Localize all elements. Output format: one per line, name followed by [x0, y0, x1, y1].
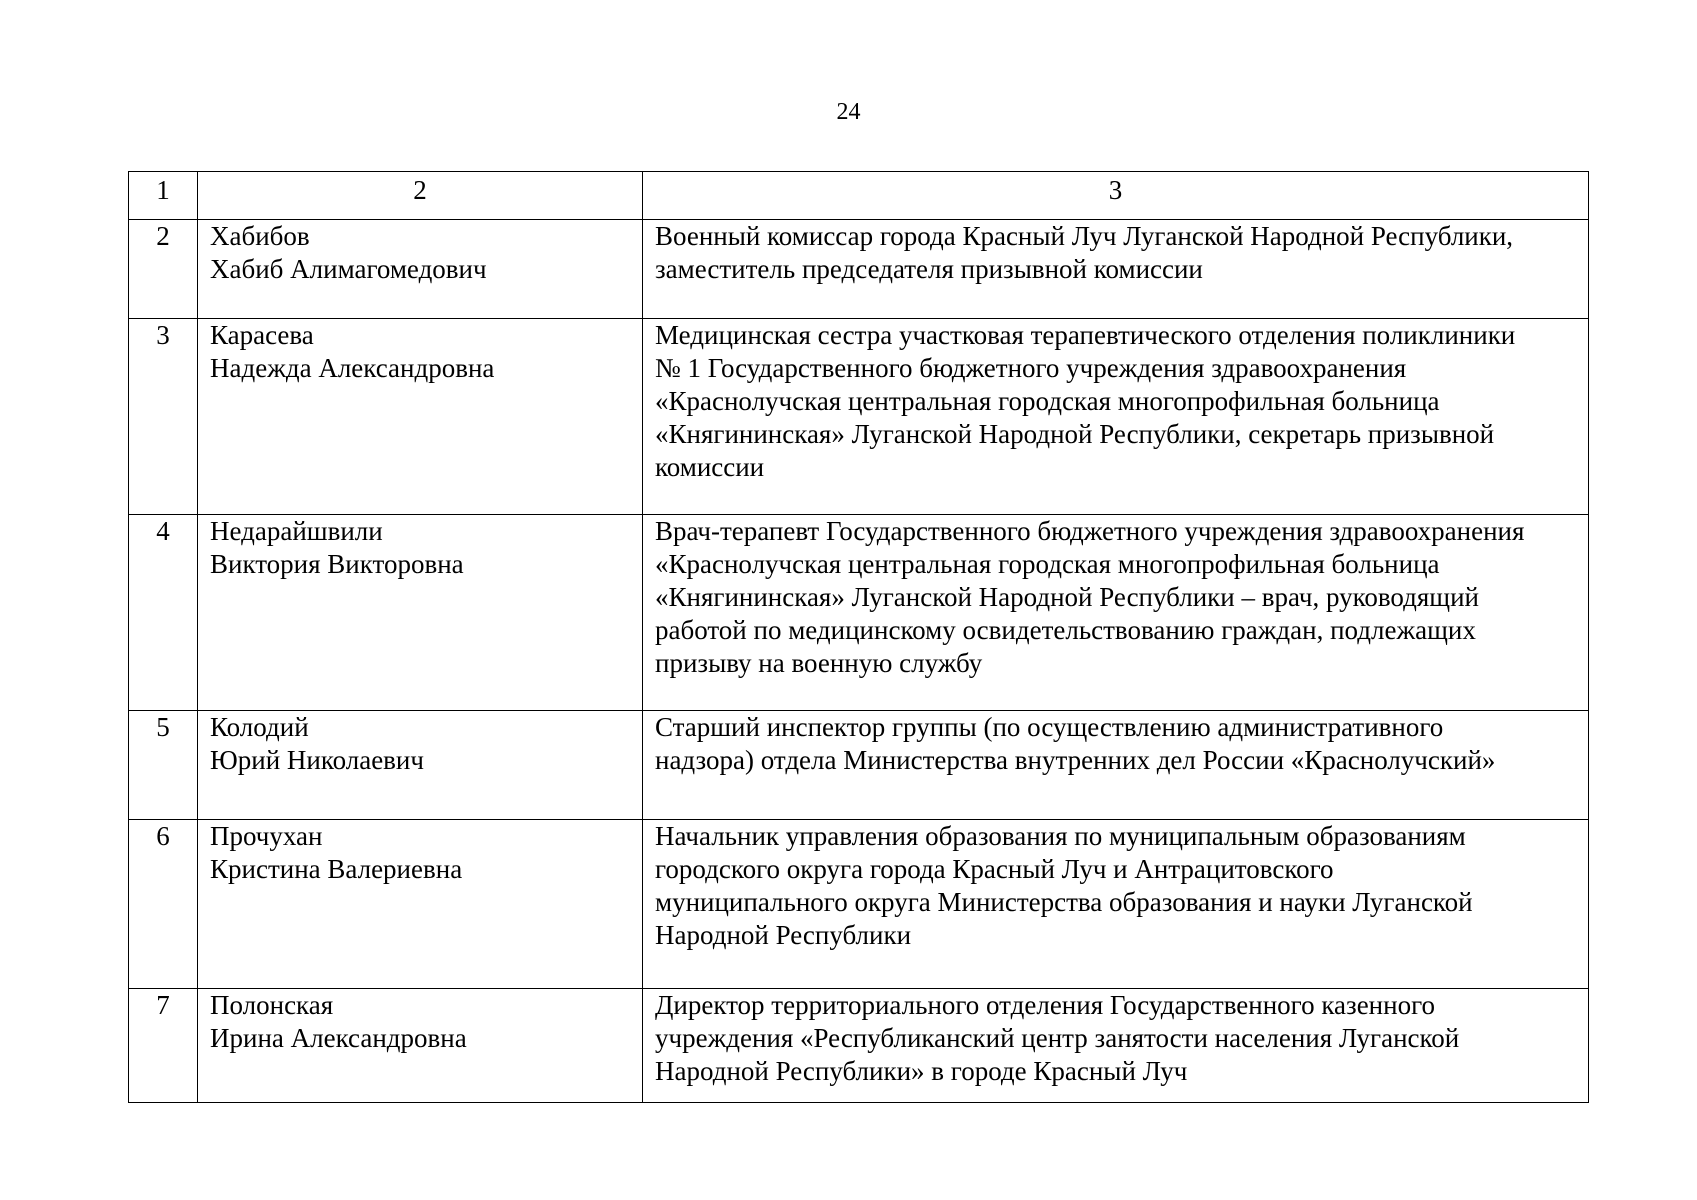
member-name [198, 820, 643, 989]
row-number: 4 [129, 515, 198, 711]
member-given-names: Надежда Александровна [210, 353, 495, 383]
member-surname: Хабибов [210, 221, 310, 251]
table-row [129, 515, 1589, 711]
row-number: 2 [129, 220, 198, 319]
position-line: «Краснолучская центральная городская многопрофильная больница [655, 549, 1440, 579]
position-line: Начальник управления образования по муниципальным образованиям [655, 821, 1466, 851]
member-name [198, 711, 643, 820]
member-position [643, 820, 1589, 989]
commission-members-table [128, 171, 1589, 1103]
position-line: Старший инспектор группы (по осуществлению административного [655, 712, 1444, 742]
position-line: муниципального округа Министерства образования и науки Луганской [655, 887, 1473, 917]
column-number-2: 2 [198, 172, 643, 220]
member-given-names: Виктория Викторовна [210, 549, 464, 579]
member-given-names: Юрий Николаевич [210, 745, 424, 775]
position-line: призыву на военную службу [655, 648, 983, 678]
position-line: Народной Республики [655, 920, 912, 950]
table-row [129, 820, 1589, 989]
table-header-row [129, 172, 1589, 220]
table-row [129, 711, 1589, 820]
row-number: 5 [129, 711, 198, 820]
member-surname: Прочухан [210, 821, 323, 851]
row-number: 3 [129, 319, 198, 515]
position-line: заместитель председателя призывной комиссии [655, 254, 1203, 284]
table-row [129, 319, 1589, 515]
position-line: Медицинская сестра участковая терапевтического отделения поликлиники [655, 320, 1516, 350]
member-position [643, 319, 1589, 515]
table-row [129, 220, 1589, 319]
member-name [198, 220, 643, 319]
column-number-3: 3 [643, 172, 1589, 220]
member-name [198, 515, 643, 711]
member-surname: Недарайшвили [210, 516, 383, 546]
position-line: работой по медицинскому освидетельствованию граждан, подлежащих [655, 615, 1476, 645]
position-line: «Княгининская» Луганской Народной Республики – врач, руководящий [655, 582, 1479, 612]
position-line: учреждения «Республиканский центр занятости населения Луганской [655, 1023, 1460, 1053]
position-line: Врач-терапевт Государственного бюджетного учреждения здравоохранения [655, 516, 1525, 546]
member-given-names: Ирина Александровна [210, 1023, 467, 1053]
position-line: «Княгининская» Луганской Народной Республики, секретарь призывной [655, 419, 1495, 449]
member-given-names: Кристина Валериевна [210, 854, 463, 884]
page-number: 24 [836, 99, 861, 125]
position-line: № 1 Государственного бюджетного учреждения здравоохранения [655, 353, 1407, 383]
member-position [643, 711, 1589, 820]
position-line: Народной Республики» в городе Красный Луч [655, 1056, 1188, 1086]
member-surname: Полонская [210, 990, 334, 1020]
member-position [643, 220, 1589, 319]
row-number: 7 [129, 989, 198, 1103]
position-line: «Краснолучская центральная городская многопрофильная больница [655, 386, 1440, 416]
position-line: Военный комиссар города Красный Луч Луганской Народной Республики, [655, 221, 1514, 251]
member-position [643, 989, 1589, 1103]
member-given-names: Хабиб Алимагомедович [210, 254, 487, 284]
member-surname: Карасева [210, 320, 314, 350]
column-number-1: 1 [129, 172, 198, 220]
position-line: комиссии [655, 452, 765, 482]
table-row [129, 989, 1589, 1103]
position-line: Директор территориального отделения Государственного казенного [655, 990, 1435, 1020]
position-line: городского округа города Красный Луч и Антрацитовского [655, 854, 1334, 884]
position-line: надзора) отдела Министерства внутренних дел России «Краснолучский» [655, 745, 1496, 775]
member-position [643, 515, 1589, 711]
row-number: 6 [129, 820, 198, 989]
member-name [198, 989, 643, 1103]
member-name [198, 319, 643, 515]
member-surname: Колодий [210, 712, 309, 742]
